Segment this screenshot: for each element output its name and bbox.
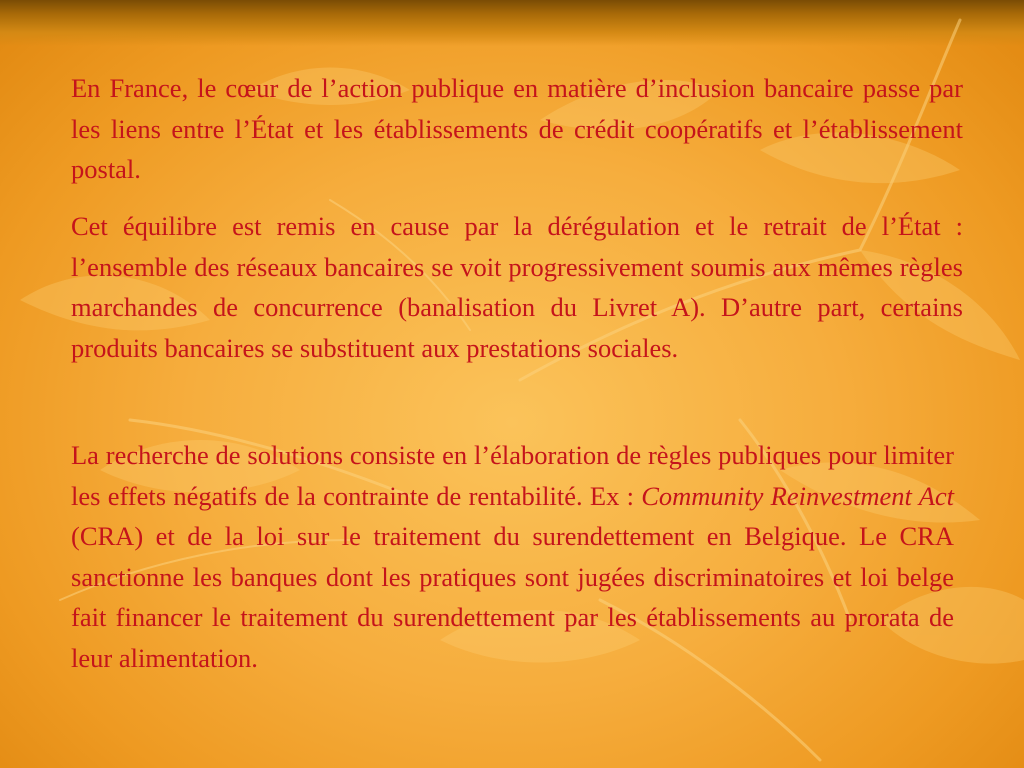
- paragraph-deregulation: Cet équilibre est remis en cause par la dérégulation et le retrait de l’État : l’ensemble des réseaux bancaires se voit progressivement soumis aux mêmes règles marchandes de concurrence (banalisation du Livret A). D’autre part, certains produits bancaires se substituent aux prestations sociales.: [71, 211, 963, 363]
- community-reinvestment-act-title: Community Reinvestment Act: [641, 480, 955, 511]
- paragraph-solutions: [71, 435, 954, 678]
- paragraph-solutions-rest: (CRA) et de la loi sur le traitement du surendettement en Belgique. Le CRA sanctionne les banques dont les pratiques sont jugées discriminatoires et loi belge fait financer le traitement du surendettement par les établissements au prorata de leur alimentation.: [71, 521, 954, 673]
- paragraph-french-inclusion: En France, le cœur de l’action publique en matière d’inclusion bancaire passe par les liens entre l’État et les établissements de crédit coopératifs et l’établissement postal.: [71, 73, 963, 184]
- paragraph-solutions-intro: La recherche de solutions consiste en l’élaboration de règles publiques pour limiter les effets négatifs de la contrainte de rentabilité. Ex :: [71, 440, 954, 511]
